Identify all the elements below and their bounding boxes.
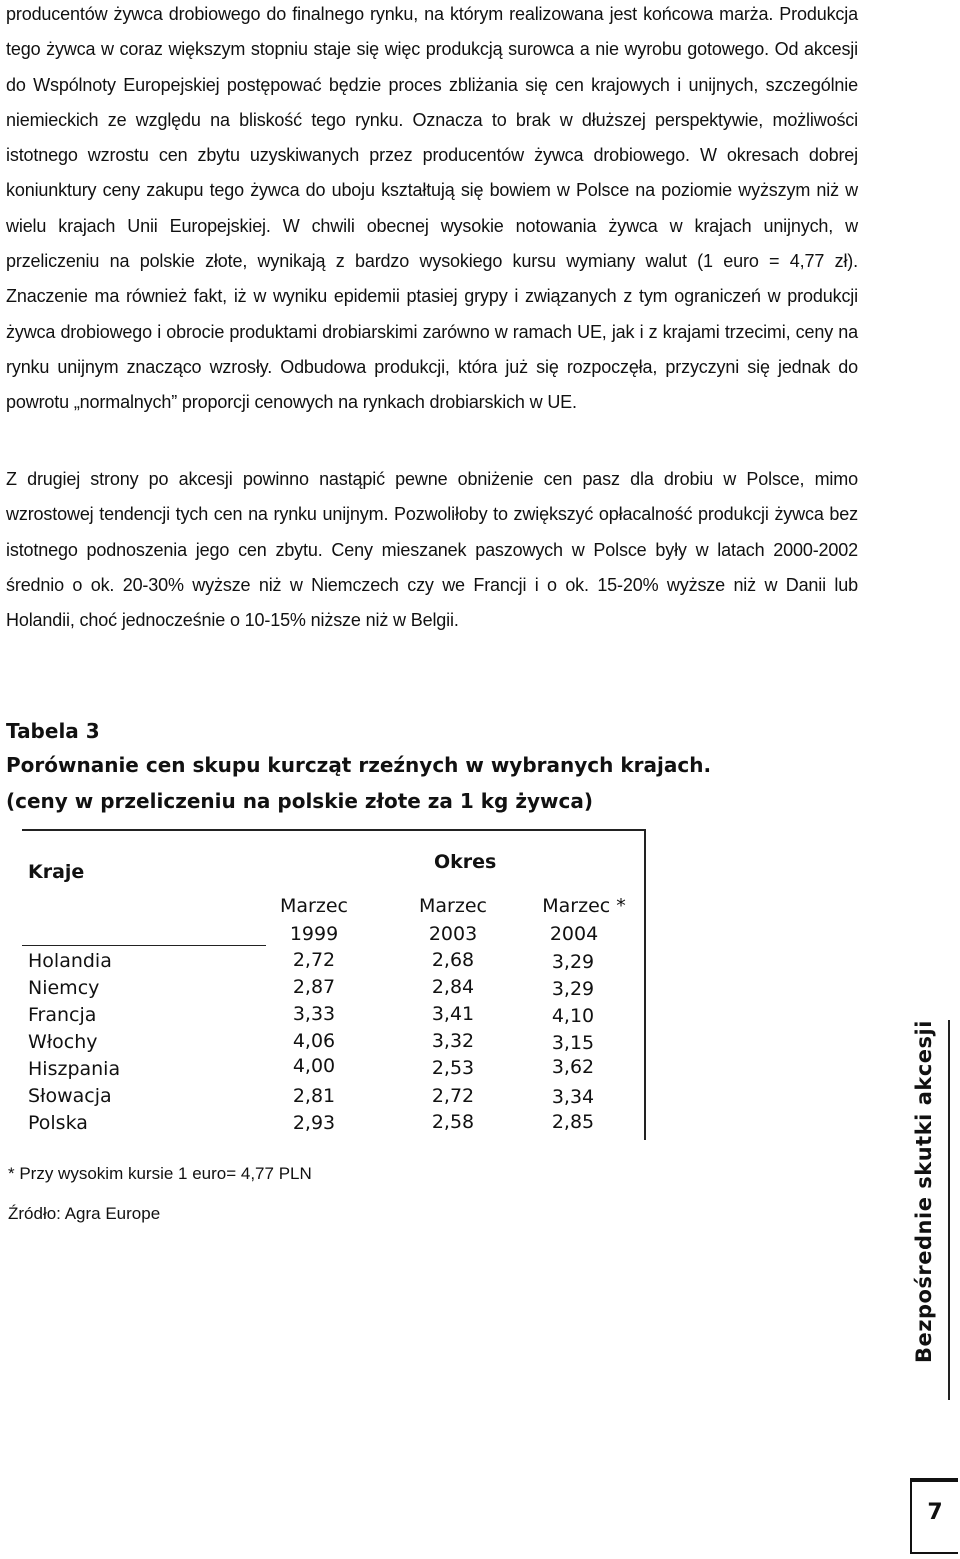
column-header-2-line2: 2003: [428, 923, 478, 945]
row-value-2003: 2,53: [431, 1057, 475, 1079]
price-table: [22, 829, 646, 1140]
row-value-1999: 3,33: [292, 1003, 336, 1025]
header-country: Kraje: [28, 861, 85, 883]
row-country: Niemcy: [28, 977, 100, 999]
row-value-2003: 3,41: [431, 1003, 475, 1025]
column-header-1-line2: 1999: [289, 923, 339, 945]
row-value-2003: 2,58: [431, 1111, 475, 1133]
row-country: Holandia: [28, 950, 112, 972]
row-value-2003: 2,72: [431, 1085, 475, 1107]
row-value-2004: 3,34: [551, 1086, 595, 1108]
column-header-2-line1: Marzec: [419, 895, 487, 917]
table-title: Porównanie cen skupu kurcząt rzeźnych w wybranych krajach.: [6, 753, 712, 777]
row-value-1999: 2,81: [292, 1085, 336, 1107]
column-header-1-line1: Marzec: [280, 895, 348, 917]
section-sidebar: [906, 1020, 950, 1400]
row-value-2003: 3,32: [431, 1030, 475, 1052]
row-country: Hiszpania: [28, 1058, 121, 1080]
row-value-2003: 2,68: [431, 949, 475, 971]
table-source: Źródło: Agra Europe: [8, 1204, 161, 1223]
row-country: Polska: [28, 1112, 88, 1134]
table-label: Tabela 3: [6, 719, 100, 743]
body-paragraph-2: Z drugiej strony po akcesji powinno nastąpić pewne obniżenie cen pasz dla drobiu w Polsce, mimo wzrostowej tendencji tych cen na rynku unijnym. Pozwoliłoby to zwiększyć opłacalność produkcji żywca bez istotnego podnoszenia jego cen zbytu. Ceny mieszanek paszowych w Polsce były w latach 2000-2002 średnio o ok. 20-30% wyższe niż w Niemczech czy we Francji i o ok. 15-20% wyższe niż w Danii lub Holandii, choć jednocześnie o 10-15% niższe niż w Belgii.: [6, 469, 858, 631]
row-value-1999: 4,00: [292, 1055, 336, 1077]
table-footnote: * Przy wysokim kursie 1 euro= 4,77 PLN: [8, 1164, 312, 1183]
row-value-1999: 2,93: [292, 1112, 336, 1134]
row-value-2004: 2,85: [551, 1111, 595, 1133]
row-country: Francja: [28, 1004, 97, 1026]
row-value-1999: 2,87: [292, 976, 336, 998]
row-value-2004: 4,10: [551, 1005, 595, 1027]
row-value-1999: 2,72: [292, 949, 336, 971]
row-value-1999: 4,06: [292, 1030, 336, 1052]
sidebar-section-title: Bezpośrednie skutki akcesji: [912, 1020, 936, 1363]
row-value-2004: 3,29: [551, 951, 595, 973]
row-value-2003: 2,84: [431, 976, 475, 998]
page-number-box: [910, 1478, 958, 1554]
column-header-3-line1: Marzec *: [542, 895, 626, 917]
column-header-3-line2: 2004: [549, 923, 599, 945]
sidebar-rule: [948, 1020, 950, 1400]
header-period: Okres: [434, 851, 497, 873]
row-value-2004: 3,15: [551, 1032, 595, 1054]
table-divider: [22, 945, 266, 946]
row-country: Włochy: [28, 1031, 98, 1053]
row-value-2004: 3,29: [551, 978, 595, 1000]
page-number: 7: [927, 1500, 943, 1525]
row-value-2004: 3,62: [551, 1056, 595, 1078]
table-subtitle: (ceny w przeliczeniu na polskie złote za 1 kg żywca): [6, 789, 593, 813]
row-country: Słowacja: [28, 1085, 112, 1107]
body-paragraph-1: producentów żywca drobiowego do finalnego rynku, na którym realizowana jest końcowa marża. Produkcja tego żywca w coraz większym stopniu staje się więc produkcją surowca a nie wyrobu gotowego. Od akcesji do Wspólnoty Europejskiej postępować będzie proces zbliżania się cen krajowych i unijnych, szczególnie niemieckich ze względu na bliskość tego rynku. Oznacza to brak w dłuższej perspektywie, możliwości istotnego wzrostu cen zbytu uzyskiwanych przez producentów żywca drobiowego. W okresach dobrej koniunktury ceny zakupu tego żywca do uboju kształtują się bowiem w Polsce na poziomie wyższym niż w wielu krajach Unii Europejskiej. W chwili obecnej wysokie notowania żywca w krajach unijnych, w przeliczeniu na polskie złote, wynikają z bardzo wysokiego kursu wymiany walut (1 euro = 4,77 zł). Znaczenie ma również fakt, iż w wyniku epidemii ptasiej grypy i związanych z tym ograniczeń w produkcji żywca drobiowego i obrocie produktami drobiarskimi zarówno w ramach UE, jak i z krajami trzecimi, ceny na rynku unijnym znacząco wzrosły. Odbudowa produkcji, która już się rozpoczęła, przyczyni się jednak do powrotu „normalnych” proporcji cenowych na rynkach drobiarskich w UE.: [6, 4, 858, 413]
